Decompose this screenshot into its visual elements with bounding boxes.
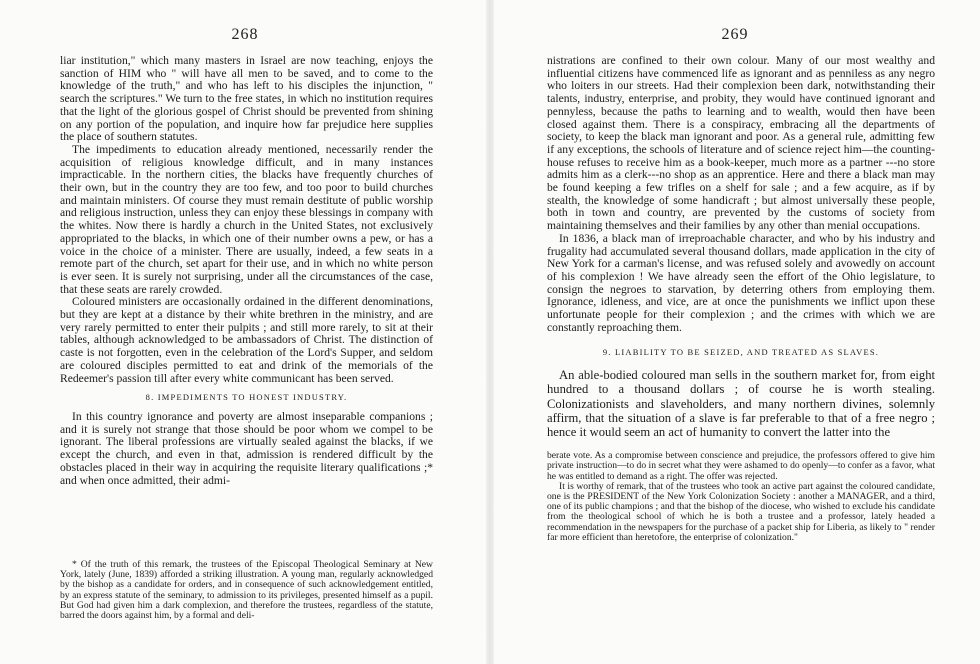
right-section-paragraph: An able-bodied coloured man sells in the southern market for, from eight hundred to a thousand dollars ; of course he is worth stealing. Colonizationists and slaveholders, and many northern divines, solemnly affirm, that the situation of a slave is far preferable to that of a free negro ; hence it would seem an act of humanity to convert the latter into the [547, 368, 935, 439]
left-paragraph-1: liar institution," which many masters in Israel are now teaching, enjoys the sanction of HIM who " will have all men to be saved, and to come to the knowledge of the truth," and who has left to his disciples the injunction, " search the scriptures." We turn to the free states, in which no institution requires that the light of the glorious gospel of Christ should be prevented from shining on any portion of the population, and inquire how far prejudice here supplies the place of southern statutes. [60, 54, 433, 144]
right-page [490, 0, 980, 664]
left-body-text [60, 55, 433, 487]
footnote-second: It is worthy of remark, that of the trustees who took an active part against the coloured candidate, one is the PRESIDENT of the New York Colonization Society : another a MANAGER, and a third, one of its public champions ; and that the bishop of the diocese, who wished to exclude his candidate from the theological school of which he is both a trustee and a professor, lately headed a recommendation in the newspapers for the purchase of a packet ship for Liberia, as likely to " render far more efficient than heretofore, the enterprise of colonization." [547, 480, 935, 543]
section-heading-8: 8. IMPEDIMENTS TO HONEST INDUSTRY. [145, 392, 348, 403]
footnote-text: * Of the truth of this remark, the trustees of the Episcopal Theological Seminary at New York, lately (June, 1839) afforded a striking illustration. A young man, regularly acknowledged by the bishop as a candidate for orders, and in consequence of such acknowledgement entitled, by an express statute of the seminary, to admission to its privileges, presented himself as a pupil. But God had given him a dark complexion, and therefore the trustees, regardless of the statute, barred the doors against him, by a formal and deli- [60, 559, 433, 622]
page-number-right: 269 [721, 26, 749, 43]
right-paragraph-2: In 1836, a black man of irreproachable character, and who by his industry and frugality had accumulated several thousand dollars, made application in the city of New York for a carman's license, and was refused solely and avowedly on account of his complexion ! We have already seen the effort of the Ohio legislature, to consign the negroes to starvation, by deterring others from employing them. Ignorance, idleness, and vice, are at once the punishments we inflict upon these unfortunate people for their complexion ; and the crimes with which we are constantly reproaching them. [547, 231, 935, 334]
left-paragraph-2: The impediments to education already mentioned, necessarily render the acquisition of religious knowledge difficult, and in many instances impracticable. In the northern cities, the blacks have frequently churches of their own, but in the country they are too few, and too poor to build churches and maintain ministers. Of course they must remain destitute of public worship and religious instruction, unless they can enjoy these blessings in company with the whites. Now there is hardly a church in the United States, not exclusively appropriated to the blacks, in which one of their number owns a pew, or has a voice in the choice of a minister. There are usually, indeed, a few seats in a remote part of the church, set apart for their use, and in which no white person is ever seen. It is surely not surprising, under all the circumstances of the case, that these seats are rarely crowded. [60, 142, 433, 296]
left-footnote [60, 560, 433, 621]
section-heading-9: 9. LIABILITY TO BE SEIZED, AND TREATED AS SLAVES. [602, 347, 880, 358]
right-footnote [547, 451, 935, 543]
left-paragraph-3: Coloured ministers are occasionally ordained in the different denominations, but they are kept at a distance by their white brethren in the ministry, and are very rarely permitted to enter their pulpits ; and still more rarely, to sit at their tables, although acknowledged to be ambassadors of Christ. The distinction of caste is not forgotten, even in the celebration of the Lord's Supper, and seldom are coloured disciples permitted to eat and drink of the memorials of the Redeemer's passion till after every white communicant has been served. [60, 295, 433, 385]
footnote-continued: berate vote. As a compromise between conscience and prejudice, the professors offered to give him private instruction—to do in secret what they were ashamed to do openly—to confer as a favor, what he was entitled to demand as a right. The offer was rejected. [547, 450, 935, 482]
right-body-text [547, 55, 935, 543]
left-section-paragraph: In this country ignorance and poverty are almost inseparable companions ; and it is surely not strange that those should be poor whom we compel to be ignorant. The liberal professions are virtually sealed against the blacks, if we except the church, and even in that, admission is rendered difficult by the obstacles placed in their way in acquiring the requisite literary qualifications ;* and when once admitted, their admi- [60, 409, 433, 487]
right-paragraph-1: nistrations are confined to their own colour. Many of our most wealthy and influential citizens have commenced life as ignorant and as penniless as any negro who loiters in our streets. Had their complexion been dark, notwithstanding their talents, industry, enterprise, and probity, they would have continued ignorant and pennyless, because the paths to learning and to wealth, would then have been closed against them. There is a conspiracy, embracing all the departments of society, to keep the black man ignorant and poor. As a general rule, admitting few if any exceptions, the schools of literature and of science reject him—the counting-house refuses to receive him as a book-keeper, much more as a partner ---no store admits him as a clerk---no shop as an apprentice. Here and there a black man may be found keeping a few trifles on a shelf for sale ; and a few acquire, as if by stealth, the knowledge of some handicraft ; but almost universally these people, both in town and country, are prevented by the customs of society from maintaining themselves and their families by any other than menial occupations. [547, 54, 935, 233]
page-number-left: 268 [231, 26, 259, 43]
